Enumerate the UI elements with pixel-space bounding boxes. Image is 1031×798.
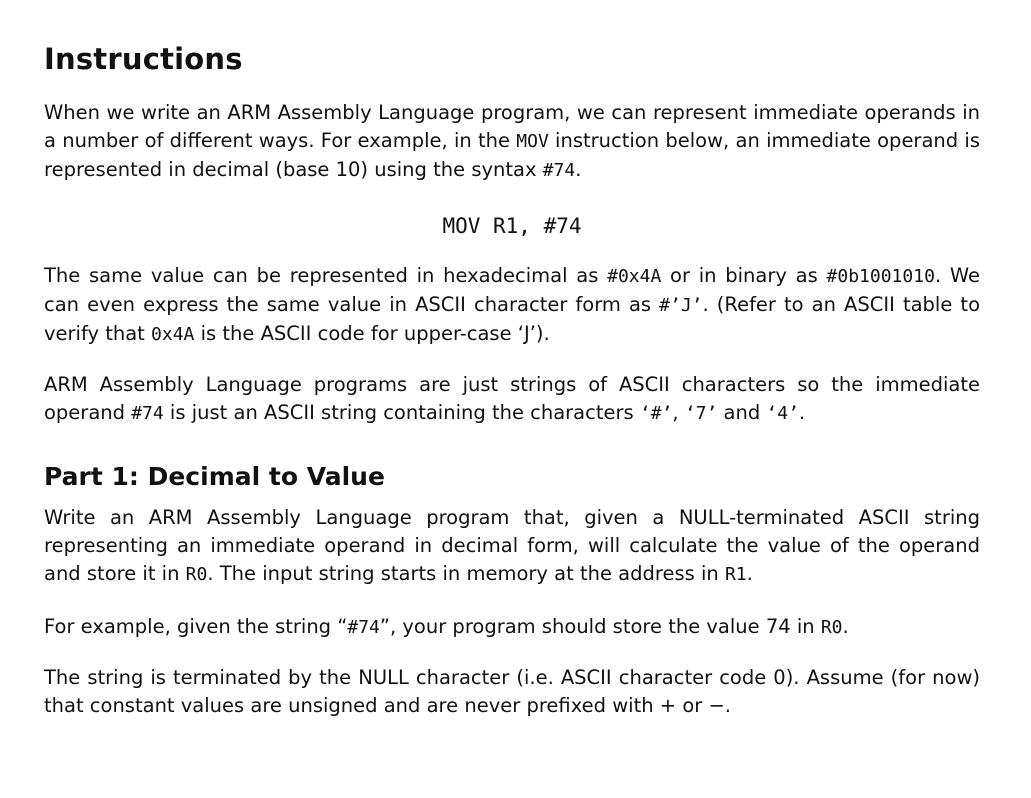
same-text-5: is the ASCII code for upper-case ‘J’). (194, 322, 550, 345)
code-example: MOV R1, #74 (442, 214, 582, 238)
ascii-code-7: ‘7’ (684, 403, 718, 424)
same-text-1: The same value can be represented in hexadecimal as (44, 264, 608, 287)
same-code-char: #’J’ (659, 295, 703, 316)
same-code-hex-2: 0x4A (151, 324, 195, 345)
part1-example-paragraph (44, 613, 980, 642)
example-text-1: For example, given the string “ (44, 615, 348, 638)
same-code-hex: #0x4A (607, 266, 662, 287)
example-code-74: #74 (347, 617, 380, 638)
example-code-r0: R0 (820, 617, 843, 638)
example-text-2: ”, your program should store the value 74 in (379, 615, 821, 638)
ascii-text-1: ARM Assembly Language programs are just strings of ASCII characters so the immediate operand (44, 373, 980, 424)
intro-paragraph (44, 99, 980, 185)
intro-code-74: #74 (542, 160, 576, 181)
ascii-strings-paragraph (44, 371, 980, 428)
write-text-3: . (746, 562, 753, 585)
part1-heading: Part 1: Decimal to Value (44, 462, 385, 491)
intro-code-mov: MOV (516, 131, 549, 152)
ascii-text-3: , (672, 401, 685, 424)
write-code-r1: R1 (724, 564, 747, 585)
ascii-code-hash: ‘#’ (639, 403, 673, 424)
same-code-binary: #0b1001010 (826, 266, 935, 287)
ascii-code-4: ‘4’ (766, 403, 799, 424)
example-text-3: . (842, 615, 849, 638)
instructions-heading: Instructions (44, 42, 243, 76)
ascii-code-74: #74 (131, 403, 164, 424)
write-text-1: Write an ARM Assembly Language program that, given a NULL-terminated ASCII string representing an immediate operand in decimal form, will calculate the value of the operand and store it in (44, 506, 980, 585)
ascii-text-5: . (798, 401, 806, 424)
same-text-3: . We can even express the same value in ASCII character form as (44, 264, 980, 316)
document-page (44, 30, 980, 720)
part1-null-terminated-paragraph: The string is terminated by the NULL character (i.e. ASCII character code 0). Assume (for now) that constant values are unsigned and are never prefixed with + or −. (44, 666, 980, 717)
part1-task-paragraph (44, 504, 980, 589)
same-value-paragraph (44, 262, 980, 349)
same-text-4: . (Refer to an ASCII table to verify that (44, 293, 981, 345)
intro-text-1: When we write an ARM Assembly Language program, we can represent immediate operands in a number of different ways. For example, in the (44, 101, 980, 152)
ascii-text-2: is just an ASCII string containing the characters (163, 401, 640, 424)
write-text-2: . The input string starts in memory at the address in (207, 562, 725, 585)
write-code-r0: R0 (185, 564, 208, 585)
ascii-text-4: and (717, 401, 767, 424)
same-text-2: or in binary as (661, 264, 827, 287)
intro-text-2: instruction below, an immediate operand is represented in decimal (base 10) using the syntax (44, 129, 980, 181)
intro-text-3: . (575, 158, 582, 181)
